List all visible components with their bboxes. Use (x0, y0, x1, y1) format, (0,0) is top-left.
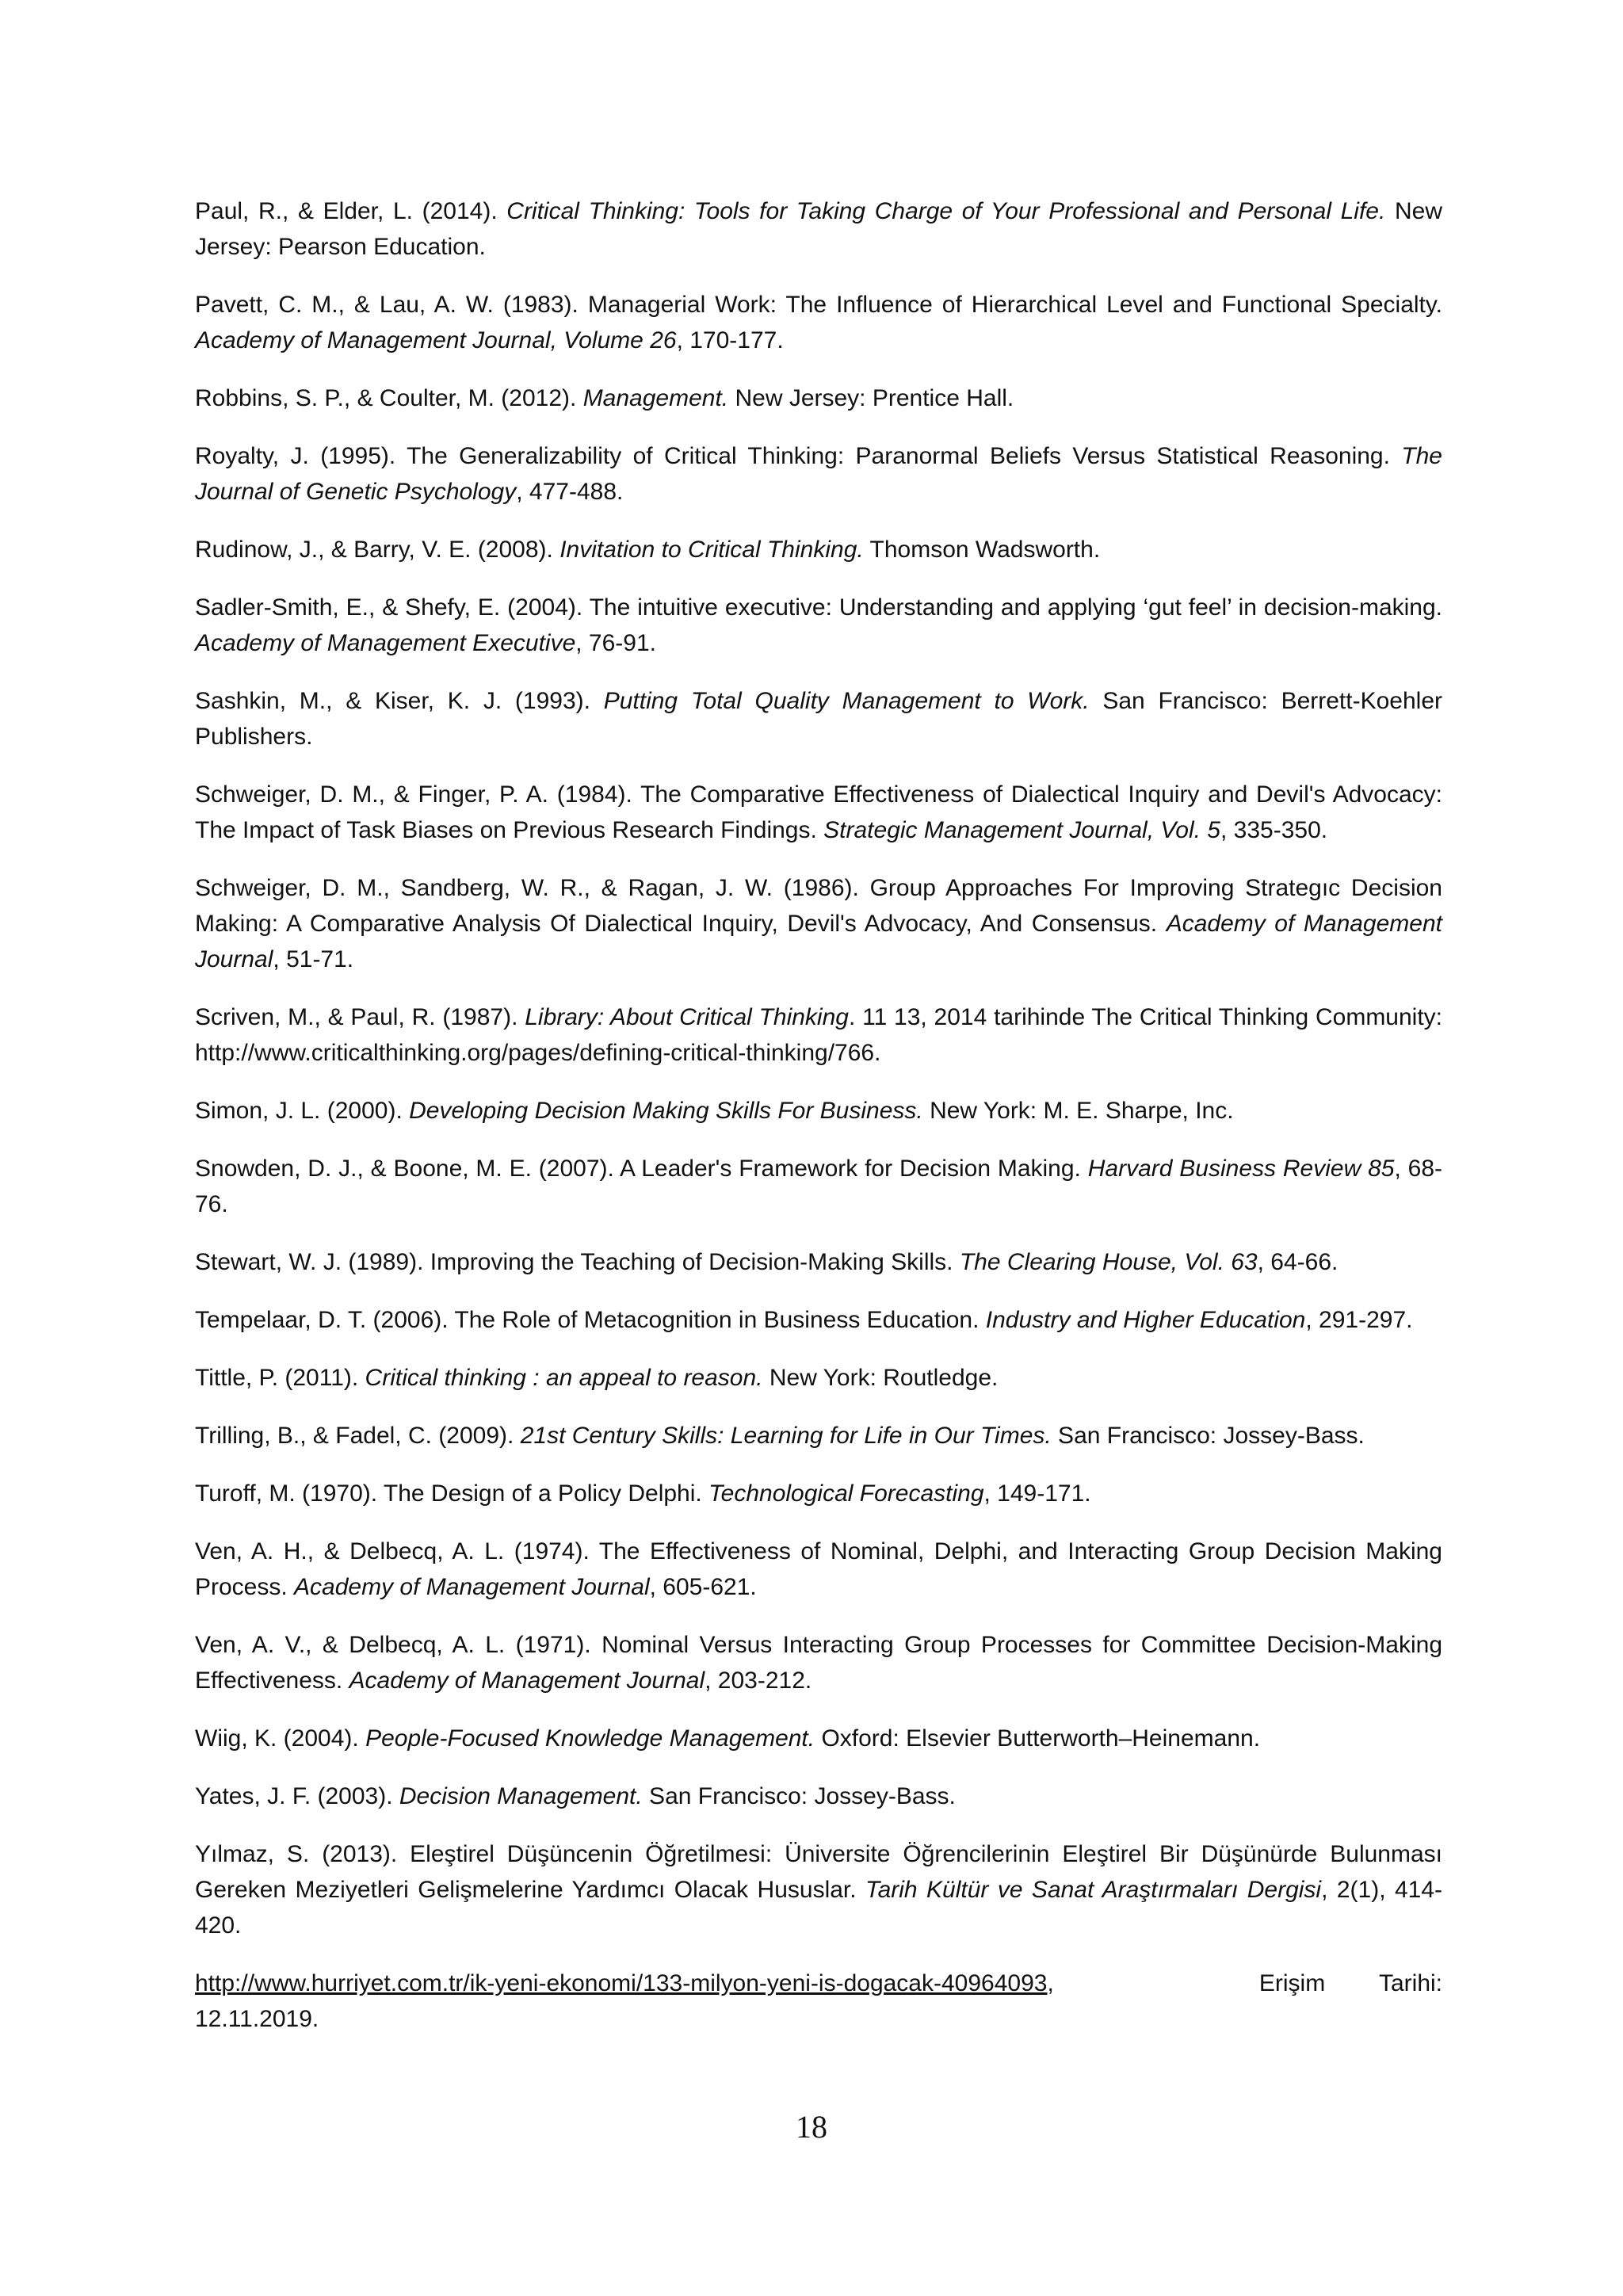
reference-text-end: New Jersey: Prentice Hall. (728, 385, 1014, 411)
reference-text-end: Oxford: Elsevier Butterworth–Heinemann. (815, 1725, 1261, 1752)
web-source-link-wrap (195, 1966, 1054, 2001)
reference-source-title: People-Focused Knowledge Management. (365, 1725, 815, 1752)
reference-entry (195, 1302, 1442, 1338)
reference-entry (195, 777, 1442, 848)
reference-text: Rudinow, J., & Barry, V. E. (2008). (195, 537, 560, 563)
reference-text-end: , 335-350. (1220, 817, 1328, 843)
reference-text-end: , 203-212. (705, 1668, 812, 1694)
reference-text-end: , 51-71. (273, 946, 354, 972)
reference-source-title: Developing Decision Making Skills For Business. (409, 1098, 923, 1124)
reference-source-title: Library: About Critical Thinking (525, 1004, 849, 1030)
web-source-reference (195, 1966, 1442, 2037)
reference-entry (195, 1627, 1442, 1698)
reference-text: Ven, A. V., & Delbecq, A. L. (1971). Nominal Versus Interacting Group Processes for Committee Decision-Making Effectiveness. (195, 1632, 1442, 1694)
reference-source-title: Academy of Management Journal (294, 1574, 650, 1600)
reference-source-title: The Clearing House, Vol. 63 (959, 1249, 1258, 1275)
reference-list (195, 193, 1442, 2059)
reference-text: Stewart, W. J. (1989). Improving the Teaching of Decision-Making Skills. (195, 1249, 960, 1275)
reference-text: Yates, J. F. (2003). (195, 1783, 399, 1809)
reference-text-end: New York: Routledge. (762, 1365, 999, 1391)
reference-text: Royalty, J. (1995). The Generalizability of Critical Thinking: Paranormal Beliefs Versus Statistical Reasoning. (195, 443, 1402, 469)
reference-entry (195, 1244, 1442, 1280)
access-date-label: Erişim Tarihi: (1258, 1970, 1442, 1996)
reference-text: Wiig, K. (2004). (195, 1725, 366, 1752)
reference-text: Schweiger, D. M., & Finger, P. A. (1984). The Comparative Effectiveness of Dialectical Inquiry and Devil's Advocacy: The Impact of Task Biases on Previous Research Findings. (195, 781, 1442, 843)
reference-text: Sashkin, M., & Kiser, K. J. (1993). (195, 688, 604, 714)
reference-entry (195, 532, 1442, 567)
reference-text: Snowden, D. J., & Boone, M. E. (2007). A Leader's Framework for Decision Making. (195, 1156, 1088, 1182)
reference-entry (195, 1418, 1442, 1454)
reference-text-end: , 64-66. (1257, 1249, 1338, 1275)
reference-text-end: , 477-488. (516, 479, 624, 505)
reference-text: Robbins, S. P., & Coulter, M. (2012). (195, 385, 583, 411)
reference-source-title: The Journal of Genetic Psychology (195, 443, 1442, 505)
reference-text: Trilling, B., & Fadel, C. (2009). (195, 1423, 521, 1449)
reference-text-end: San Francisco: Jossey-Bass. (642, 1783, 956, 1809)
reference-source-title: Critical Thinking: Tools for Taking Charge of Your Professional and Personal Life. (506, 198, 1386, 224)
reference-text: Ven, A. H., & Delbecq, A. L. (1974). The Effectiveness of Nominal, Delphi, and Interacting Group Decision Making Process. (195, 1538, 1442, 1600)
references-container (195, 193, 1442, 1943)
reference-text-end: New Jersey: Pearson Education. (195, 198, 1442, 260)
reference-source-title: Management. (582, 385, 729, 411)
reference-source-title: Academy of Management Executive (195, 630, 576, 656)
reference-text-end: , 149-171. (983, 1480, 1091, 1507)
reference-entry (195, 1534, 1442, 1605)
web-source-line (195, 1966, 1442, 2001)
reference-entry (195, 380, 1442, 416)
reference-text: Pavett, C. M., & Lau, A. W. (1983). Managerial Work: The Influence of Hierarchical Level and Functional Specialty. (195, 292, 1442, 318)
reference-source-title: Critical thinking : an appeal to reason. (365, 1365, 763, 1391)
reference-text-end: , 291-297. (1305, 1307, 1413, 1333)
reference-entry (195, 1721, 1442, 1756)
reference-entry (195, 438, 1442, 510)
access-date: 12.11.2019. (195, 2006, 319, 2032)
reference-text: Paul, R., & Elder, L. (2014). (195, 198, 507, 224)
web-source-link[interactable]: http://www.hurriyet.com.tr/ik-yeni-ekonomi/133-milyon-yeni-is-dogacak-40964093 (195, 1970, 1048, 1996)
reference-text: Sadler-Smith, E., & Shefy, E. (2004). The intuitive executive: Understanding and applying ‘gut feel’ in decision-making. (195, 594, 1442, 621)
reference-text-end: , 605-621. (649, 1574, 757, 1600)
reference-text-end: , 170-177. (676, 327, 784, 353)
reference-entry (195, 1093, 1442, 1129)
reference-text-end: San Francisco: Jossey-Bass. (1051, 1423, 1365, 1449)
web-source-comma: , (1047, 1970, 1054, 1996)
reference-text: Turoff, M. (1970). The Design of a Policy Delphi. (195, 1480, 709, 1507)
reference-source-title: Harvard Business Review 85 (1087, 1156, 1395, 1182)
reference-entry (195, 287, 1442, 358)
reference-entry (195, 683, 1442, 755)
reference-source-title: Decision Management. (399, 1783, 643, 1809)
reference-text: Schweiger, D. M., Sandberg, W. R., & Ragan, J. W. (1986). Group Approaches For Improving Strategıc Decision Making: A Comparative Analysis Of Dialectical Inquiry, Devil's Advocacy, And Consensus. (195, 875, 1442, 937)
reference-entry (195, 1151, 1442, 1222)
reference-text: Scriven, M., & Paul, R. (1987). (195, 1004, 525, 1030)
reference-source-title: Academy of Management Journal, Volume 26 (195, 327, 677, 353)
reference-text-end: . 11 13, 2014 tarihinde The Critical Thinking Community: http://www.criticalthinking.org/pages/defining-critical-thinking/766. (195, 1004, 1443, 1066)
reference-entry (195, 193, 1442, 265)
reference-source-title: 21st Century Skills: Learning for Life in Our Times. (520, 1423, 1052, 1449)
page-number: 18 (796, 2109, 827, 2145)
reference-text: Yılmaz, S. (2013). Eleştirel Düşüncenin Öğretilmesi: Üniversite Öğrencilerinin Eleştirel Bir Düşünürde Bulunması Gereken Meziyetleri Gelişmelerine Yardımcı Olacak Hususlar. (195, 1841, 1442, 1903)
reference-source-title: Technological Forecasting (708, 1480, 984, 1507)
reference-text-end: , 2(1), 414-420. (195, 1877, 1442, 1939)
reference-entry (195, 590, 1442, 661)
reference-entry (195, 1360, 1442, 1396)
reference-text-end: , 76-91. (575, 630, 656, 656)
reference-text: Simon, J. L. (2000). (195, 1098, 410, 1124)
reference-source-title: Academy of Management Journal (349, 1668, 705, 1694)
reference-text: Tittle, P. (2011). (195, 1365, 365, 1391)
reference-text-end: Thomson Wadsworth. (863, 537, 1101, 563)
reference-source-title: Strategic Management Journal, Vol. 5 (823, 817, 1220, 843)
reference-entry (195, 1778, 1442, 1814)
reference-text: Tempelaar, D. T. (2006). The Role of Metacognition in Business Education. (195, 1307, 986, 1333)
reference-source-title: Putting Total Quality Management to Work. (603, 688, 1090, 714)
reference-entry (195, 1476, 1442, 1511)
reference-entry (195, 999, 1442, 1071)
reference-source-title: Invitation to Critical Thinking. (559, 537, 864, 563)
reference-source-title: Tarih Kültür ve Sanat Araştırmaları Dergisi (865, 1877, 1322, 1903)
reference-source-title: Academy of Management Journal (195, 911, 1442, 972)
reference-entry (195, 870, 1442, 977)
reference-text-end: New York: M. E. Sharpe, Inc. (922, 1098, 1234, 1124)
reference-text-end: , 68-76. (195, 1156, 1442, 1217)
reference-text-end: San Francisco: Berrett-Koehler Publishers. (195, 688, 1442, 750)
reference-source-title: Industry and Higher Education (985, 1307, 1306, 1333)
reference-entry (195, 1836, 1442, 1943)
